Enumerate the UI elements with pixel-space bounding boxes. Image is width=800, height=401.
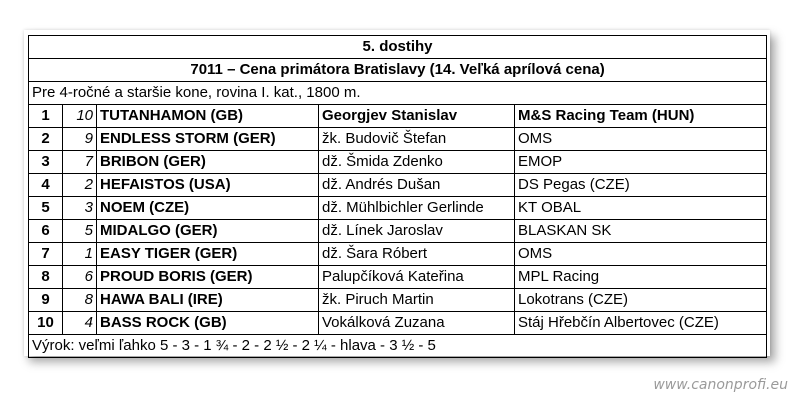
jockey-cell: Vokálková Zuzana: [319, 312, 515, 335]
owner-cell: BLASKAN SK: [515, 220, 767, 243]
horse-name-cell: BRIBON (GER): [97, 151, 319, 174]
result-summary-row: [29, 335, 767, 358]
jockey-cell: dž. Šara Róbert: [319, 243, 515, 266]
horse-name-cell: MIDALGO (GER): [97, 220, 319, 243]
start-number-cell: 6: [63, 266, 97, 289]
horse-name-cell: NOEM (CZE): [97, 197, 319, 220]
watermark: www.canonprofi.eu: [653, 377, 788, 393]
start-number-cell: 4: [63, 312, 97, 335]
owner-cell: M&S Racing Team (HUN): [515, 105, 767, 128]
jockey-cell: dž. Šmida Zdenko: [319, 151, 515, 174]
position-cell: 9: [29, 289, 63, 312]
owner-cell: KT OBAL: [515, 197, 767, 220]
table-row: [29, 312, 767, 335]
table-row: [29, 174, 767, 197]
start-number-cell: 7: [63, 151, 97, 174]
race-number: 5. dostihy: [29, 36, 767, 59]
start-number-cell: 8: [63, 289, 97, 312]
jockey-cell: žk. Piruch Martin: [319, 289, 515, 312]
horse-name-cell: PROUD BORIS (GER): [97, 266, 319, 289]
position-cell: 7: [29, 243, 63, 266]
table-row: [29, 220, 767, 243]
position-cell: 2: [29, 128, 63, 151]
race-title-row: [29, 59, 767, 82]
race-number-row: [29, 36, 767, 59]
owner-cell: EMOP: [515, 151, 767, 174]
owner-cell: MPL Racing: [515, 266, 767, 289]
race-title: 7011 – Cena primátora Bratislavy (14. Veľká aprílová cena): [29, 59, 767, 82]
table-row: [29, 266, 767, 289]
result-summary: Výrok: veľmi ľahko 5 - 3 - 1 ¾ - 2 - 2 ½ - 2 ¼ - hlava - 3 ½ - 5: [29, 335, 767, 358]
jockey-cell: dž. Línek Jaroslav: [319, 220, 515, 243]
jockey-cell: Georgjev Stanislav: [319, 105, 515, 128]
owner-cell: Stáj Hřebčín Albertovec (CZE): [515, 312, 767, 335]
position-cell: 6: [29, 220, 63, 243]
horse-name-cell: EASY TIGER (GER): [97, 243, 319, 266]
start-number-cell: 5: [63, 220, 97, 243]
position-cell: 3: [29, 151, 63, 174]
owner-cell: OMS: [515, 243, 767, 266]
horse-name-cell: HEFAISTOS (USA): [97, 174, 319, 197]
owner-cell: DS Pegas (CZE): [515, 174, 767, 197]
position-cell: 10: [29, 312, 63, 335]
owner-cell: Lokotrans (CZE): [515, 289, 767, 312]
start-number-cell: 9: [63, 128, 97, 151]
owner-cell: OMS: [515, 128, 767, 151]
start-number-cell: 10: [63, 105, 97, 128]
table-row: [29, 289, 767, 312]
position-cell: 8: [29, 266, 63, 289]
results-card: [24, 30, 770, 356]
results-table: [28, 35, 767, 358]
table-row: [29, 128, 767, 151]
start-number-cell: 3: [63, 197, 97, 220]
horse-name-cell: ENDLESS STORM (GER): [97, 128, 319, 151]
table-row: [29, 243, 767, 266]
race-conditions-row: [29, 82, 767, 105]
horse-name-cell: BASS ROCK (GB): [97, 312, 319, 335]
jockey-cell: žk. Budovič Štefan: [319, 128, 515, 151]
race-conditions: Pre 4-ročné a staršie kone, rovina I. kat., 1800 m.: [29, 82, 767, 105]
jockey-cell: Palupčíková Kateřina: [319, 266, 515, 289]
start-number-cell: 1: [63, 243, 97, 266]
table-row: [29, 151, 767, 174]
horse-name-cell: TUTANHAMON (GB): [97, 105, 319, 128]
position-cell: 1: [29, 105, 63, 128]
table-row: [29, 197, 767, 220]
jockey-cell: dž. Mühlbichler Gerlinde: [319, 197, 515, 220]
horse-name-cell: HAWA BALI (IRE): [97, 289, 319, 312]
jockey-cell: dž. Andrés Dušan: [319, 174, 515, 197]
position-cell: 5: [29, 197, 63, 220]
table-row: [29, 105, 767, 128]
position-cell: 4: [29, 174, 63, 197]
start-number-cell: 2: [63, 174, 97, 197]
